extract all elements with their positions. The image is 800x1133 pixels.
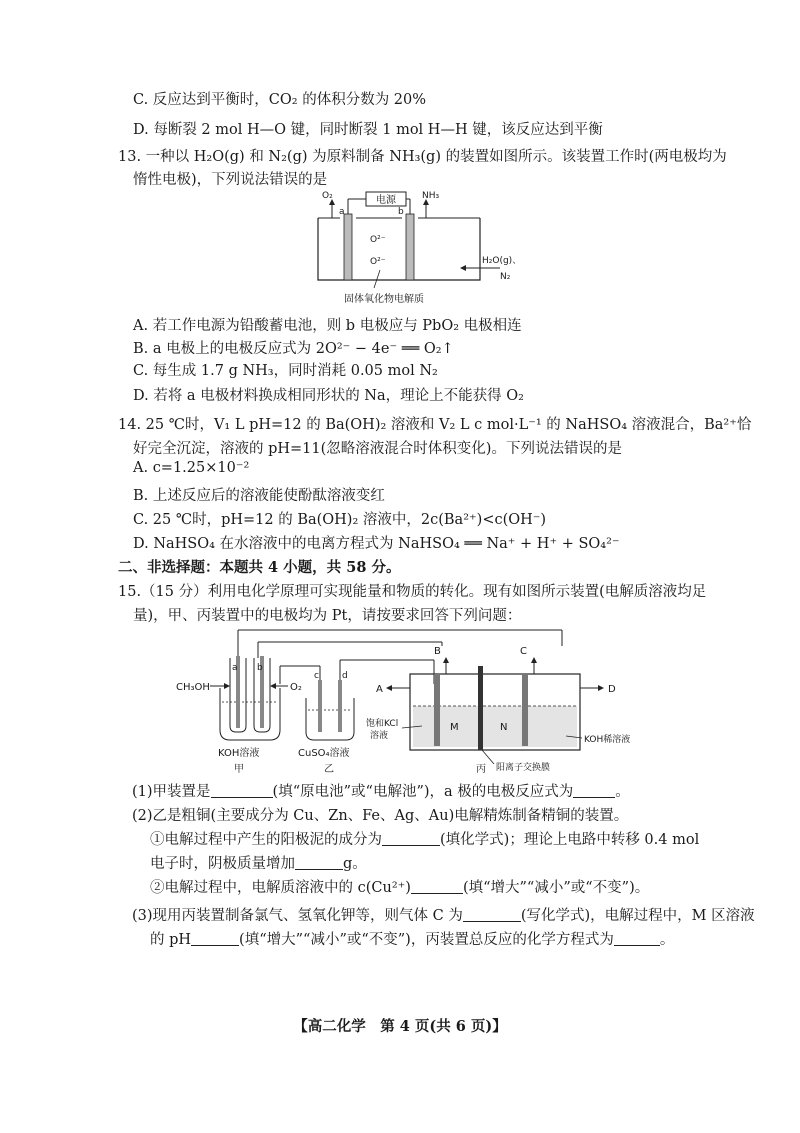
fig-A-label: A bbox=[376, 684, 383, 695]
q12-option-c: C. 反应达到平衡时，CO₂ 的体积分数为 20% bbox=[133, 92, 427, 108]
q14-option-a: A. c=1.25×10⁻² bbox=[133, 460, 250, 476]
q15-part1: (1)甲装置是 (填“原电池”或“电解池”)，a 极的电极反应式为 。 bbox=[132, 784, 630, 800]
q13-stem-line1: 13. 一种以 H₂O(g) 和 N₂(g) 为原料制备 NH₃(g) 的装置如图所示。该装置工作时(两电极均为 bbox=[118, 149, 727, 165]
fig-membrane-label: 阳离子交换膜 bbox=[496, 763, 551, 773]
fig-c-label: c bbox=[314, 671, 319, 681]
nh3-label: NH₃ bbox=[422, 191, 440, 201]
q14-stem-line2: 好完全沉淀，溶液的 pH=11(忽略溶液混合时体积变化)。下列说法错误的是 bbox=[133, 441, 622, 457]
q13-option-b: B. a 电极上的电极反应式为 2O²⁻ − 4e⁻ ══ O₂↑ bbox=[133, 341, 454, 357]
q15-part2-sub2: ②电解过程中，电解质溶液中的 c(Cu²⁺) (填“增大”“减小”或“不变”)。 bbox=[150, 880, 650, 896]
q15-apparatus-figure bbox=[170, 626, 640, 776]
q15-stem-line1: 15.（15 分）利用电化学原理可实现能量和物质的转化。现有如图所示装置(电解质溶液均足 bbox=[118, 584, 707, 600]
q13-option-a: A. 若工作电源为铅酸蓄电池，则 b 电极应与 PbO₂ 电极相连 bbox=[133, 318, 522, 334]
fig-ch3oh-label: CH₃OH bbox=[176, 682, 210, 693]
q13-electrolysis-figure bbox=[300, 188, 530, 308]
q15-part3-cont: 的 pH (填“增大”“减小”或“不变”)，丙装置总反应的化学方程式为 。 bbox=[150, 932, 675, 948]
fig-kcl-label-2: 溶液 bbox=[370, 731, 389, 741]
electrolyte-label: 固体氧化物电解质 bbox=[344, 294, 424, 305]
fig-M-label: M bbox=[450, 722, 459, 733]
fig-kcl-label-1: 饱和KCl bbox=[366, 719, 399, 729]
q14-option-c: C. 25 ℃时，pH=12 的 Ba(OH)₂ 溶液中，2c(Ba²⁺)<c(OH⁻) bbox=[133, 512, 547, 528]
q14-option-b: B. 上述反应后的溶液能使酚酞溶液变红 bbox=[133, 488, 385, 504]
fig-bing-label: 丙 bbox=[476, 764, 486, 775]
fig-B-label: B bbox=[434, 646, 441, 657]
power-label: 电源 bbox=[376, 195, 396, 206]
fig-C-label: C bbox=[520, 646, 527, 657]
fig-b-label: b bbox=[257, 663, 263, 673]
q13-stem-line2: 惰性电极)，下列说法错误的是 bbox=[133, 172, 328, 188]
q15-part2-sub1: ①电解过程中产生的阳极泥的成分为 (填化学式)；理论上电路中转移 0.4 mol bbox=[150, 832, 700, 848]
q15-part2-stem: (2)乙是粗铜(主要成分为 Cu、Zn、Fe、Ag、Au)电解精炼制备精铜的装置。 bbox=[132, 808, 629, 824]
q15-part2-sub1-cont: 电子时，阴极质量增加 g。 bbox=[150, 856, 367, 872]
fig-N-label: N bbox=[500, 722, 508, 733]
q15-part3: (3)现用丙装置制备氯气、氢氧化钾等，则气体 C 为 (写化学式)，电解过程中，M 区溶液 bbox=[132, 908, 755, 924]
fig-koh-dilute-label: KOH稀溶液 bbox=[584, 735, 631, 745]
q15-stem-line2: 量)，甲、丙装置中的电极均为 Pt，请按要求回答下列问题： bbox=[133, 608, 522, 624]
fig-jia-label: 甲 bbox=[234, 764, 244, 775]
section-heading: 二、非选择题：本题共 4 小题，共 58 分。 bbox=[118, 559, 401, 576]
o2-label: O₂ bbox=[322, 191, 333, 201]
page-footer: 【高二化学 第 4 页(共 6 页)】 bbox=[293, 1018, 507, 1035]
fig-a-label: a bbox=[232, 663, 238, 673]
fig-o2-label: O₂ bbox=[290, 682, 302, 693]
electrode-b-label: b bbox=[398, 207, 404, 217]
electrode-a-label: a bbox=[339, 207, 345, 217]
feed-label-1: H₂O(g)、 bbox=[482, 256, 522, 266]
fig-koh-label: KOH溶液 bbox=[218, 748, 260, 759]
q14-stem-line1: 14. 25 ℃时，V₁ L pH=12 的 Ba(OH)₂ 溶液和 V₂ L c mol·L⁻¹ 的 NaHSO₄ 溶液混合，Ba²⁺恰 bbox=[118, 417, 752, 433]
fig-yi-label: 乙 bbox=[324, 764, 334, 775]
ion-label-1: O²⁻ bbox=[370, 235, 386, 245]
q13-option-d: D. 若将 a 电极材料换成相同形状的 Na，理论上不能获得 O₂ bbox=[133, 388, 524, 404]
feed-label-2: N₂ bbox=[500, 272, 511, 282]
fig-cuso4-label: CuSO₄溶液 bbox=[298, 748, 350, 759]
q14-option-d: D. NaHSO₄ 在水溶液中的电离方程式为 NaHSO₄ ══ Na⁺ + H⁺ + SO₄²⁻ bbox=[133, 536, 620, 552]
fig-D-label: D bbox=[608, 684, 616, 695]
ion-label-2: O²⁻ bbox=[370, 257, 386, 267]
fig-d-label: d bbox=[342, 671, 348, 681]
q12-option-d: D. 每断裂 2 mol H—O 键，同时断裂 1 mol H—H 键，该反应达到平衡 bbox=[133, 122, 603, 138]
q13-option-c: C. 每生成 1.7 g NH₃，同时消耗 0.05 mol N₂ bbox=[133, 363, 438, 379]
